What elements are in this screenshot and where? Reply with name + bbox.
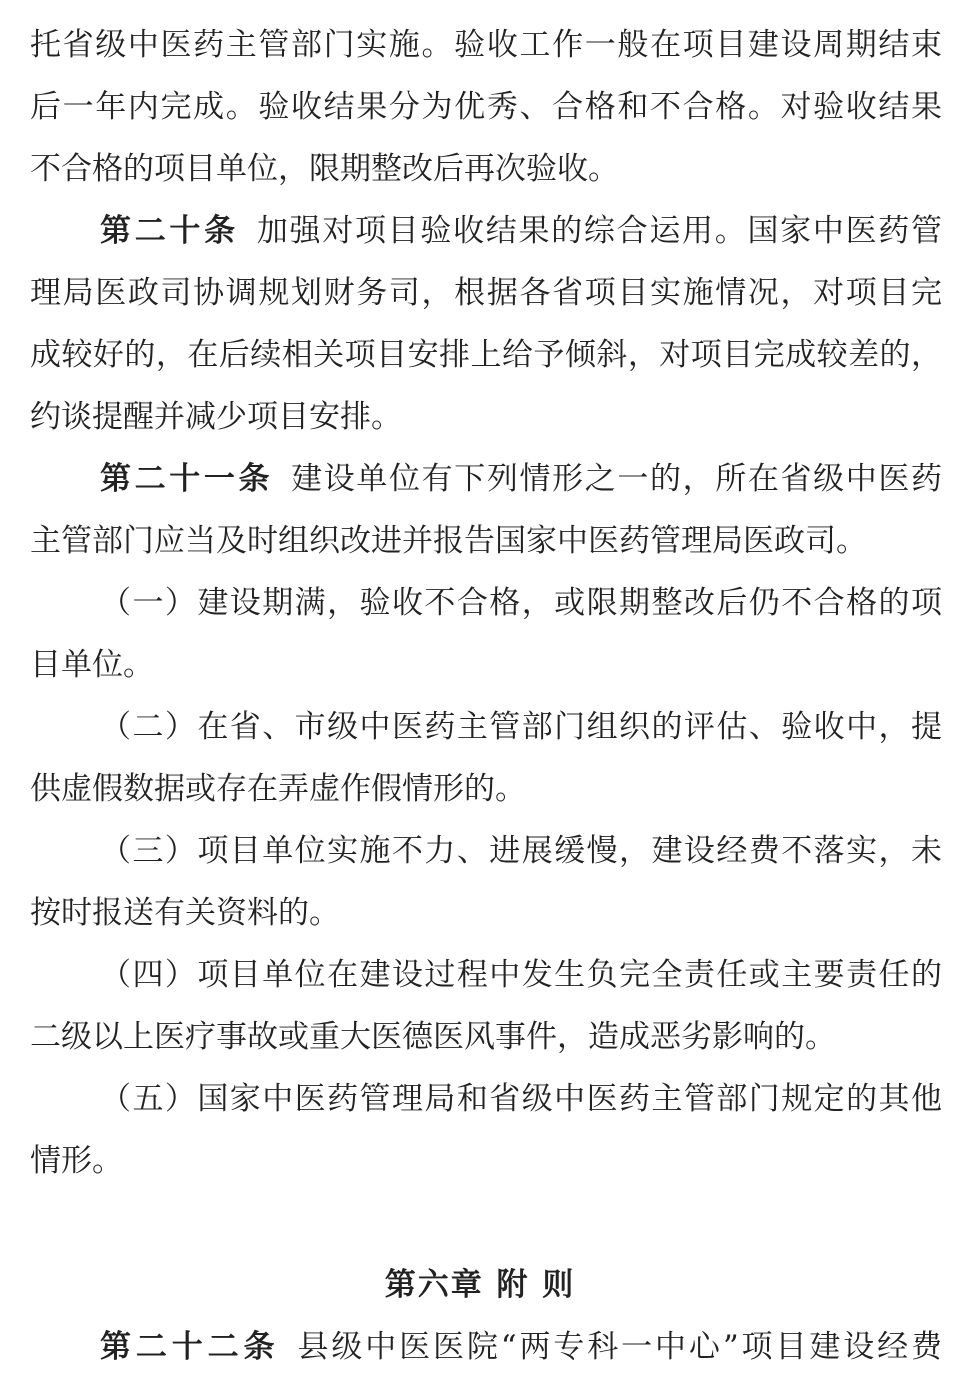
paragraph-line: 不合格的项目单位，限期整改后再次验收。 — [30, 151, 619, 187]
paragraph-line: 成较好的，在后续相关项目安排上给予倾斜，对项目完成较差的， — [30, 337, 942, 373]
chapter-heading: 第六章 附 则 — [384, 1267, 576, 1303]
article-21-first-line — [100, 448, 942, 510]
article-text: 县级中医医院“两专科一中心”项目建设经费 — [297, 1329, 942, 1365]
list-item-line: 按时报送有关资料的。 — [30, 895, 340, 931]
article-number: 第二十二条 — [100, 1329, 280, 1365]
article-text: 加强对项目验收结果的综合运用。国家中医药管 — [256, 213, 943, 249]
list-item-line: 目单位。 — [30, 647, 154, 683]
paragraph-line: 托省级中医药主管部门实施。验收工作一般在项目建设周期结束 — [30, 27, 942, 63]
list-item-line: （四）项目单位在建设过程中发生负完全责任或主要责任的 — [100, 957, 942, 993]
article-number: 第二十条 — [100, 213, 239, 249]
paragraph-line: 理局医政司协调规划财务司，根据各省项目实施情况，对项目完 — [30, 275, 942, 311]
paragraph-line: 后一年内完成。验收结果分为优秀、合格和不合格。对验收结果 — [30, 89, 942, 125]
list-item-line: 供虚假数据或存在弄虚作假情形的。 — [30, 771, 526, 807]
list-item-line: （一）建设期满，验收不合格，或限期整改后仍不合格的项 — [100, 585, 942, 621]
list-item-line: 情形。 — [30, 1143, 123, 1179]
article-text: 建设单位有下列情形之一的，所在省级中医药 — [291, 461, 942, 497]
article-20-first-line — [100, 200, 942, 262]
paragraph-line: 约谈提醒并减少项目安排。 — [30, 399, 402, 435]
article-22-first-line — [100, 1316, 942, 1378]
paragraph-line: 主管部门应当及时组织改进并报告国家中医药管理局医政司。 — [30, 523, 867, 559]
list-item-line: （三）项目单位实施不力、进展缓慢，建设经费不落实，未 — [100, 833, 942, 869]
list-item-line: 二级以上医疗事故或重大医德医风事件，造成恶劣影响的。 — [30, 1019, 836, 1055]
list-item-line: （二）在省、市级中医药主管部门组织的评估、验收中，提 — [100, 709, 942, 745]
list-item-line: （五）国家中医药管理局和省级中医药主管部门规定的其他 — [100, 1081, 942, 1117]
article-number: 第二十一条 — [100, 461, 274, 497]
